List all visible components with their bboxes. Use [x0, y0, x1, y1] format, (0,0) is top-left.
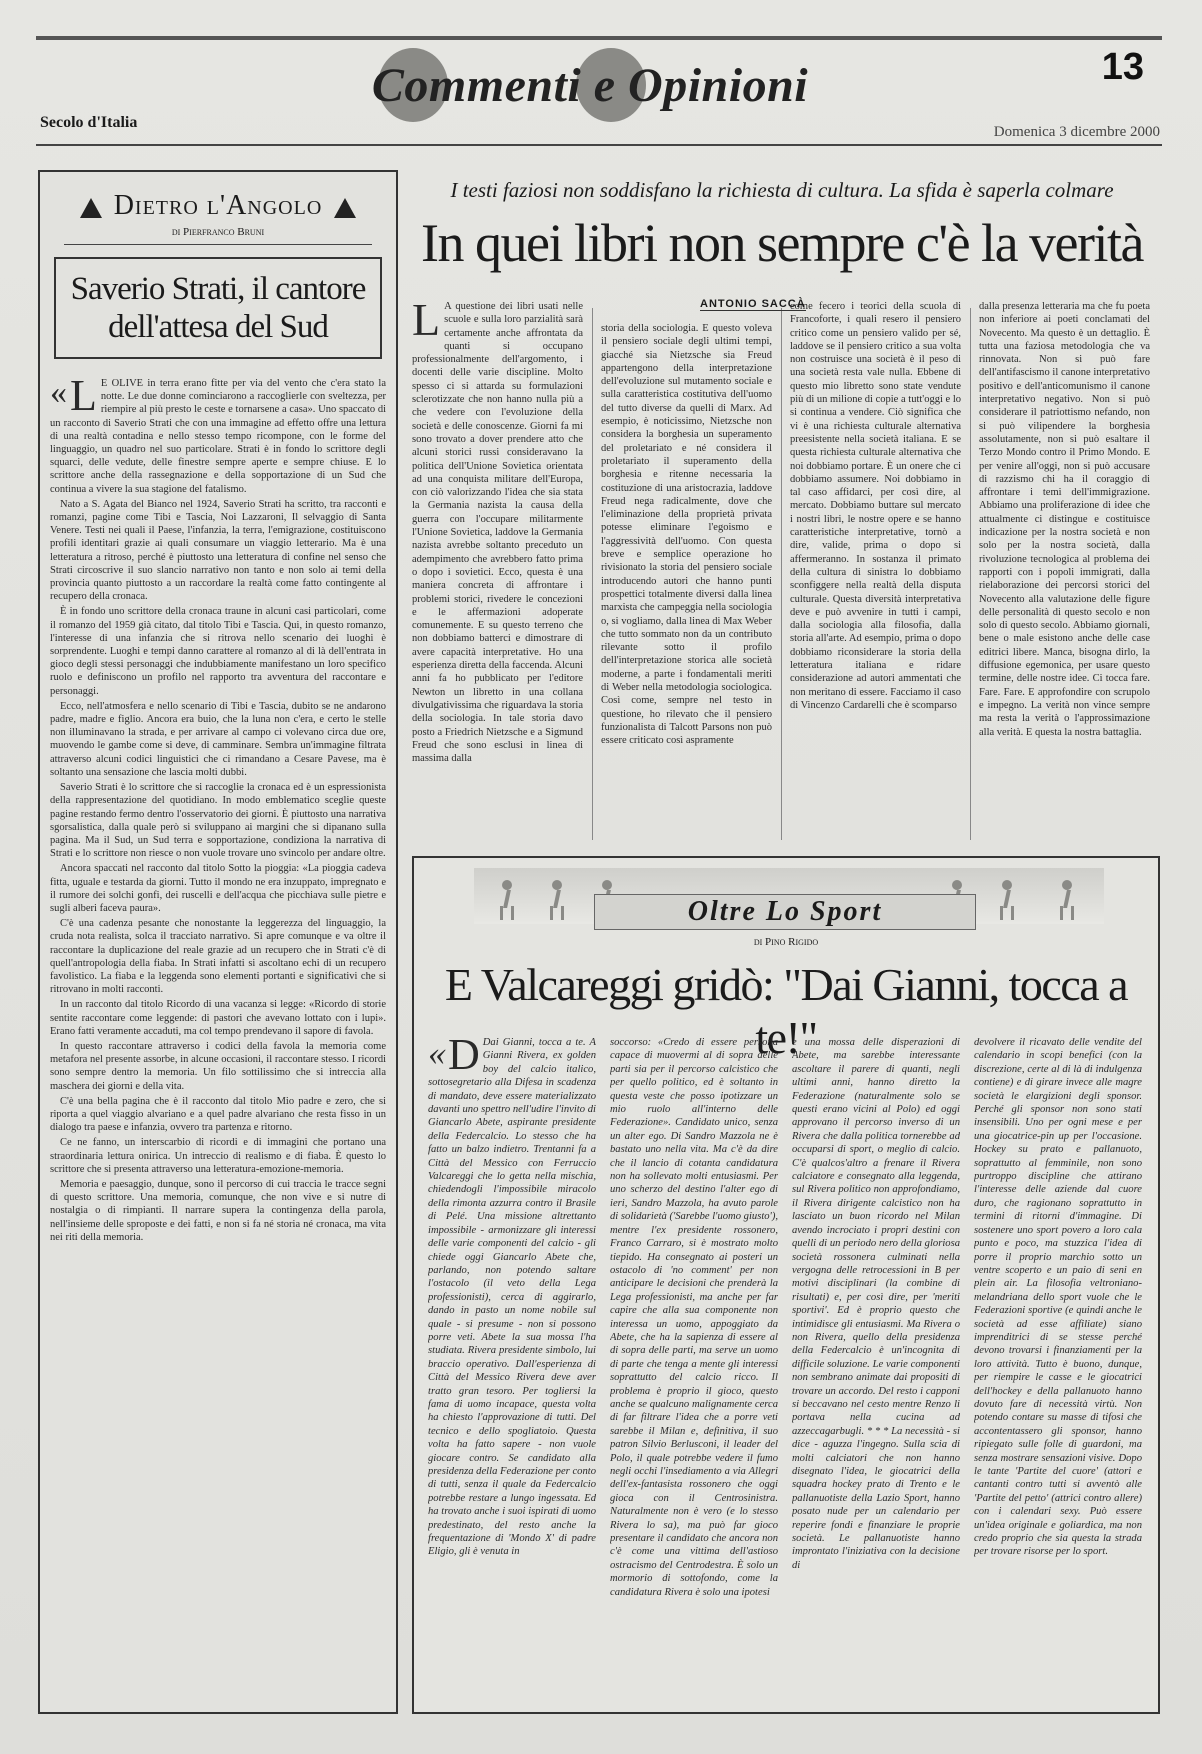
- kicker-label: Dietro l'Angolo: [113, 190, 323, 221]
- column-byline: di Pierfranco Bruni: [171, 226, 265, 238]
- column-divider: [592, 308, 593, 840]
- issue-date: Domenica 3 dicembre 2000: [993, 124, 1160, 140]
- paragraph: Ancora spaccati nel racconto dal titolo Sotto la pioggia: «La pioggia cadeva fitta, uguale e testarda da giorni. Tutto il mondo ne era inzuppato, impregnato e il rumore dei solchi gonfi, dei ruscelli e dell'acqua che picchiava sulle pietre e sugli alberi faceva paura».: [50, 863, 386, 914]
- athlete-icon: [494, 880, 520, 922]
- sport-column: soccorso: «Credo di essere persona capace di muovermi al di sopra delle parti sia per il percorso calcistico che per quello politico, ed è soltanto in questa veste che posso ipotizzare un mio ruolo all'interno delle Federazione». Candidato unico, senza un alter ego. Di Sandro Mazzola ne è bastato uno nella vita. Ma c'è da dire che il lancio di cotanta candidatura non ha sollevato molti entusiasmi. Per uno scherzo del destino l'alter ego di ieri, Sandro Mazzola, ha avuto parole di solidarietà ('Sarebbe l'uomo giusto'), mentre l'ex presidente rossonero, Franco Carraro, si è mostrato molto tiepido. Ha consegnato ai posteri un ostacolo di 'no comment' per non anticipare le decisioni che prenderà la Lega professionisti, ma anche per far capire che alla sua componente non interessa un uomo, appoggiato da Abete, che ha la sapienza di essere al di sopra delle parti, ma serve un uomo di parte che tenga a mente gli interessi soprattutto del calcio ricco. Il problema è proprio il gioco, questo anche se qualcuno malignamente cerca di far filtrare l'idea che a porre veti sarebbe il Milan e, definitiva, il suo patron Silvio Berlusconi, il leader del Polo, il quale potrebbe vedere il fumo negli occhi l'insediamento a via Allegri dell'ex-fantasista rossonero che oggi gioca con il Centrosinistra. Naturalmente non è vero (e lo stesso Rivera lo sa), ma può far gioco presentare il candidato che ancora non c'è come una vittima dell'astioso ostracismo del Centrodestra. È solo un mormorio di sottofondo, come la candidatura Rivera è solo una ipotesi: [610, 1037, 778, 1598]
- column-kicker: [40, 190, 396, 222]
- article-subhead: I testi faziosi non soddisfano la richiesta di cultura. La sfida è saperla colmare: [450, 178, 1114, 202]
- quote-mark: «: [428, 1036, 446, 1073]
- paragraph: In questo raccontare attraverso i codici della favola la memoria come metafora nel presente assorbe, in alcune occasioni, il raccontare stesso. I ricordi sono sempre dentro la memoria. Un filo sottilissimo che si intreccia alla maschera dei giorni e della vita.: [50, 1040, 386, 1092]
- header-rule: [36, 144, 1162, 146]
- column-body: [50, 371, 386, 1244]
- sport-label: Oltre Lo Sport: [594, 894, 976, 930]
- top-rule: [36, 36, 1162, 40]
- paragraph: Saverio Strati è lo scrittore che si raccoglie la cronaca ed è un espressionista della rappresentazione del quotidiano. In modo emblematico sceglie queste pagine restando fermo dentro l'osservatorio dei giorni. È piuttosto una narrativa sgorsalistica, dalla quale però si sviluppano ai margini che si dipanano sulla pagina. Ma il Sud, un Sud terra e sopportazione, condiziona la narrativa di Strati e lo scrittore non riesce o non vuole trovare uno svincolo per andare oltre.: [50, 782, 386, 860]
- article-column: come fecero i teorici della scuola di Francoforte, i quali resero il pensiero critico come un pensiero valido per sé, laddove se il pensiero critico a sua volta non costruisce una società è il peso di una società resta vale nulla. Ebbene di questo mio libretto sono state vendute più di un milione di copie a tutt'oggi e lo si continua a vendere. Ciò significa che vi è una richiesta culturale alternativa preesistente nella società italiana. E se questa richiesta culturale alternativa che noi dobbiamo portare. È un onere che ci dobbiamo assumere. Noi dobbiamo in tal caso affidarci, per così dire, al mercato. Dobbiamo buttare sul mercato i nostri libri, le nostre opere e se hanno caratteristiche interpretative, tornò a dire, valide, prima o dopo si affermeranno. In sostanza il primato della cultura di sinistra lo dobbiamo sconfiggere nella realtà della disputa culturale. Questa diversità interpretativa deve e può avvenire in tutti i campi, dalla sociologia alla filosofia, dalla storia all'arte. Ad esempio, prima o dopo dobbiamo riconsiderare la storia della letteratura italiana e ridare considerazione ad autori ammentati che non meritano di essere. Facciamo il caso di Vincenzo Cardarelli che è scomparso: [790, 301, 961, 711]
- article-author: ANTONIO SACCÀ: [700, 298, 806, 310]
- column-headline: Saverio Strati, il cantore dell'attesa del Sud: [54, 257, 382, 359]
- paragraph: È in fondo uno scrittore della cronaca traune in alcuni casi particolari, come il romanzo del 1959 già citato, dal titolo Tibi e Tascia. Qui, in questo romanzo, l'interesse di una infanzia che si ritrova nello scenario dei luoghi è sorprendente. Luoghi e tempi danno carattere al romanzo al di là dell'entrata in gioco degli stessi personaggi che indubbiamente manifestano un loro specifico ruolo e definiscono un profilo nel rapporto tra avventura del raccontare e personaggi.: [50, 606, 386, 697]
- page-number: 13: [1101, 46, 1144, 88]
- paragraph: C'è una cadenza pesante che nonostante la leggerezza del linguaggio, la cruda nota realista, solca il tracciato narrativo. Si apre comunque e va oltre il raccontare la duplicazione del reale grazie ad un recupero che in Strati c'è di quell'antropologia della fiaba. In Strati infatti si ascoltano echi di un recupero favolistico. La fiaba e la leggenda sono elementi portanti e significativi che si ritrovano in molti racconti.: [50, 918, 386, 996]
- sport-columns: [428, 1036, 1148, 1704]
- paragraph: « L E OLIVE in terra erano fitte per via del vento che c'era stato la notte. Le due donne cominciarono a raccoglierle con sveltezza, per riempire al più presto le ceste e tornarsene a casa». Uno spaccato di un racconto di Saverio Strati che con una immagine ad effetto offre una lettura di una realtà contadina e nello stesso tempo ricompone, con le forme del linguaggio, un quadro nel suo particolare. Strati è in fondo lo scrittore degli squarci, delle vedute, delle finestre sempre aperte e sempre chiuse. E lo scrittore anche della rassegnazione e della sopportazione di un Sud che continua a vivere la sua stagione del fatalismo.: [50, 371, 386, 495]
- sport-column-box: [412, 856, 1160, 1714]
- sport-column: « D Dai Gianni, tocca a te. A Gianni Rivera, ex golden boy del calcio italico, sottosegretario alla Difesa in scadenza di mandato, deve essere materializzato davanti uno spettro nell'udire l'invito di Giancarlo Abete, aspirante presidente della Federcalcio. Lo stesso che ha fatto un balzo indietro. Trentanni fa a Città del Messico con Ferruccio Valcareggi che lo getta nella mischia, chiedendogli l'impossibile miracolo della rimonta azzurra contro il Brasile di Pelé. Una missione altrettanto impossibile - armonizzare gli interessi delle varie componenti del calcio - gli chiede oggi Giancarlo Abete che, parlando, non potendo saltare l'ostacolo (il veto della Lega professionisti), cerca di aggirarlo, dando in pasto un nome nobile sul quale - si presume - non si possono porre veti. Abete la sua mossa l'ha studiata. Rivera presidente simbolo, lui braccio operativo. Dall'esperienza di Città del Messico Rivera deve aver tratto gran tesoro. Per togliersi la fama di uomo incapace, questa volta ha chiesto l'approvazione di tutti. Del tecnico e dello spogliatoio. Questa volta ha fatto sapere - non vuole giocare contro. Se candidato alla presidenza della Federazione per conto di tutti, senza il quale da Federcalcio potrebbe restare a lungo ingessata. Ed ha trovato anche i suoi ispirati di uomo predestinato, del resto anche la frequentazione di 'Mondo X' di padre Eligio, gli è venuta in: [428, 1036, 596, 1558]
- sport-column: devolvere il ricavato delle vendite del calendario in scopi benefici (con la discrezione, certe al di là di indulgenza contiene) e di girare invece alle magre società le elargizioni degli sponsor. Perché gli sponsor non sono stati insensibili. Uno per ogni mese e per una giocatrice-pin up per l'occasione. Hockey su prato e pallanuoto, soprattutto al femminile, non sono purtroppo discipline che attirano l'interesse delle aziende dal cuore duro, che ragionano soprattutto in termini di ritorni d'immagine. Di sostenere uno sport povero a loro cala punto e poco, ma stuzzica l'idea di porre il proprio marchio sotto un ventre scoperto e un paio di seni en plein air. La filosofia veltroniano-melandriana dello sport vuole che le Federazioni sportive (e quindi anche le società ad esse affiliate) siano imprenditrici di se stesse perché devono trovarsi i finanziamenti per la loro attività. Tutto è buono, dunque, per riempire le casse e le giocatrici dell'hockey e della pallanuoto hanno dovuto fare di necessità virtù. Non potendo contare su masse di tifosi che accontentassero gli sponsor, hanno ripiegato sulle folle di guardoni, ma senza mostrare sensazioni visive. Dopo le tante 'Partite del cuore' (attori e cantanti contro tutti si avventò alle 'Partite del petto' (attrici contro allere) con i calendari sexy. Può essere un'idea originale e goliardica, ma non credo proprio che sia questa la strada per trovare risorse per lo sport.: [974, 1037, 1142, 1558]
- paragraph: In un racconto dal titolo Ricordo di una vacanza si legge: «Ricordo di storie sentite raccontare come leggende: di pastori che avevano lottato con i lupi». Erano fatti veramente accaduti, ma col tempo prendevano il sapore di favola.: [50, 999, 386, 1037]
- drop-cap: L: [412, 300, 441, 345]
- article-column: dalla presenza letteraria ma che fu poeta non inferiore ai poeti conclamati del Novecento. Ma questo è un dettaglio. È tutta una faziosa metodologia che va rinnovata. Non si può fare dell'antifascismo il canone interpretativo positivo e dell'anticomunismo il canone interpretativo negativo. Non si può considerare il patriottismo nefando, non si può vilipendere la borghesia assolutamente, non si può esaltare il Terzo Mondo contro il Primo Mondo. E per venire all'oggi, non si può accusare di razzismo chi ha il coraggio di affrontare i temi dell'immigrazione. Abbiamo una proliferazione di idee che attualmente ci distingue e costituisce indicazione per la nostra società e non solo per la nostra società, dalla rivoluzione tecnologica al problema dei rapporti con i popoli immigrati, dalla rielaborazione dei percorsi storici del Novecento alla valutazione delle figure delle personalità di questo secolo e non solo di questo secolo. Abbiamo giornali, bene o male esistono anche delle case editrici libere. Manca, bisogna dirlo, la diffusione egemonica, per usare questo termine, delle nostre idee. Ci tocca fare. Fare. Fare. E approfondire con scrupolo e impegno. La verità non vince sempre ma resta la verità o l'approssimazione alla verità. E questa la nostra battaglia.: [979, 301, 1150, 738]
- athlete-icon: [994, 880, 1020, 922]
- sport-column: e una mossa delle disperazioni di Abete, ma sarebbe interessante ascoltare il parere di quanti, negli ultimi anni, hanno diretto la Federazione (naturalmente solo se questi erano vicini al Polo) ed oggi approvano il percorso inverso di un Rivera che dalla politica tornerebbe ad occuparsi di sport, o meglio di calcio. C'è qualcos'altro a frenare il Rivera calciatore e consegnato alla leggenda, sul Rivera politico non approfondiamo, il Rivera dirigente calcistico non ha lasciato un buon ricordo nel Milan avendo incrociato i propri destini con quelli di un periodo nero della gloriosa società rossonera culminati nella vergogna delle retrocessioni in B per motivi disciplinari (la combine di risultati) e, per così dire, per 'meriti sportivi'. Ed è proprio questo che intimidisce gli entusiasmi. Ma Rivera o non Rivera, quello della presidenza della Federcalcio è un'incognita di difficile soluzione. Le varie componenti non sembrano animate dai propositi di trovare un accordo. Del resto i capponi si beccavano nel cesto mentre Renzo li portava nella cucina ad azzeccagarbugli. * * * La necessità - si dice - aguzza l'ingegno. Sulla scia di molti calciatori che non hanno disegnato l'idea, le giocatrici della squadra hockey prato di Trento e le pallanuotiste della Lazio Sport, hanno posato nude per un calendario per reperire fondi e finanziare le proprie società. Le pallanuotiste hanno improntato l'iniziativa con la decisione di: [792, 1037, 960, 1571]
- quote-mark: «: [50, 374, 67, 411]
- triangle-icon: [80, 198, 102, 218]
- athlete-icon: [544, 880, 570, 922]
- column-divider: [970, 308, 971, 840]
- drop-cap: L: [70, 371, 97, 420]
- divider: [64, 244, 372, 245]
- paragraph: C'è una bella pagina che è il racconto dal titolo Mio padre e zero, che si riporta a quel viaggio alvariano e a quel padre alvariano che resta fisso in un dialogo tra paese e infanzia, ovvero tra partenza e ritorno.: [50, 1095, 386, 1134]
- section-title: Commenti e Opinioni: [371, 59, 809, 112]
- paper-name: Secolo d'Italia: [40, 114, 138, 131]
- cyclist-icon: [1054, 880, 1080, 922]
- drop-cap: D: [448, 1036, 480, 1079]
- paragraph: Ce ne fanno, un interscarbio di ricordi e di immagini che portano una straordinaria lettura onirica. Un intreccio di realismo e di fiaba. È questo lo scrittore che si presenta attraverso una letteratura-emozione-memoria.: [50, 1137, 386, 1175]
- sport-byline: di Pino Rigido: [753, 936, 819, 948]
- article-columns: [412, 300, 1152, 846]
- sport-title: E Valcareggi gridò: "Dai Gianni, tocca a te!": [444, 959, 1128, 1063]
- paragraph: Ecco, nell'atmosfera e nello scenario di Tibi e Tascia, dubito se ne andarono padre, madre e figlio. Ancora era buio, che la luna non c'era, e certo le stelle non illuminavano la strada, e per arrivare al campo ci volevano circa due ore, muovendo le gambe come si deve, di camminare. Sembra un'immagine filtrata attraverso alcuni codici linguistici che ci rimandano a Cesare Pavese, ma è soltanto una sensazione che lascia molti dubbi.: [50, 700, 386, 778]
- paragraph: Memoria e paesaggio, dunque, sono il percorso di cui traccia le tracce segni di questo scrittore. Una memoria, comunque, che non vive e si nutre di nostalgia o di rimpianti. Il narrare supera la contingenza della parola, nell'insieme delle sproposte e dei fatti, e non si fa né storia né cronaca, ma vita nei riti della memoria.: [50, 1178, 386, 1243]
- article-column: L A questione dei libri usati nelle scuole e sulla loro parzialità sarà certamente anche affrontata da quanti si occupano professionalmente dell'argomento, i docenti delle varie discipline. Molto spesso ci si attarda su formulazioni sclerotizzate che non hanno nulla più a che vedere con l'evoluzione della società e delle conoscenze. Giorni fa mi sono trovato a dover prendere atto che alcuni storici russi consideravano la politica dell'Unione Sovietica orientata ad una conquista militare dell'Europa, con ciò valorizzando l'idea che sia stata la Germania nazista la causa della guerra con l'occupare militarmente l'Unione Sovietica, laddove la Germania nazista avrebbe soltanto preceduto un adempimento che avrebbero fatto prima o dopo i sovietici. Ecco, questa è una maniera concreta di affrontare i problemi storici, rivedere le concezioni e le affermazioni adoperate comunemente. E su questo terreno che non dobbiamo batterci e dimostrare di avere capacità interpretative. Ho una esperienza diretta della faccenda. Alcuni anni fa ho pubblicato per l'editore Newton un libretto in una collana divulgativissima che riguardava la storia della sociologia. In tale storia davo posto a Friedrich Nietzsche e a Sigmund Freud che sono esclusi in linea di massima dalla: [412, 300, 583, 765]
- column-divider: [781, 308, 782, 840]
- article-column: storia della sociologia. E questo voleva il pensiero sociale degli ultimi tempi, giacché sia Nietzsche sia Freud appartengono della interpretazione dell'evoluzione sul mutamento sociale e sulla caratteristica costitutiva dell'uomo del tutto diverse da quelli di Marx. Ad esempio, è noticissimo, Nietzsche non considera la borghesia un superamento del proletariato e né considera il proletariato il superamento della borghesia e ritenne necessaria la costituzione di una aristocrazia, laddove Freud nega radicalmente, dove che l'eliminazione della proprietà privata potesse eliminare l'egoismo e l'aggressività dell'uomo. Con questa breve e semplice operazione ho rivisionato la storia del pensiero sociale introducendo autori che hanno punti prospettici totalmente diversi dalla linea marxista che campeggia nella sociologia o, si vogliamo, dalla linea di Max Weber che tutto sommato non da un contributo rilevante sotto il profilo dell'interpretazione storica alle società moderne, a parte i fondamentali meriti di Weber nella metodologia sociologica. Così come, sempre nel testo in questione, ho rilevato che il pensiero funzionalista di Talcott Parsons non può essere criticato così aspramente: [601, 323, 772, 747]
- section-masthead: [330, 48, 850, 128]
- article-title: In quei libri non sempre c'è la verità: [421, 213, 1143, 273]
- column-dietro-angolo: [38, 170, 398, 1714]
- paragraph: Nato a S. Agata del Bianco nel 1924, Saverio Strati ha scritto, tra racconti e romanzi, pagine come Tibi e Tascia, Noi Lazzaroni, Il selvaggio di Santa Venere. Testi nei quali il Paese, l'infanzia, la terra, l'emigrazione, costituiscono profili identitari grazie ai quali consumare un viaggio letterario. Ma è una letteratura a ritroso, perché è piuttosto una letteratura di confine nel senso che Strati circoscrive il suo slancio narrativo non tanto e non solo ai temi della provincia quanto piuttosto a un raccordare la realtà come fatto contingente al recupero della cronaca.: [50, 498, 386, 603]
- triangle-icon: [334, 198, 356, 218]
